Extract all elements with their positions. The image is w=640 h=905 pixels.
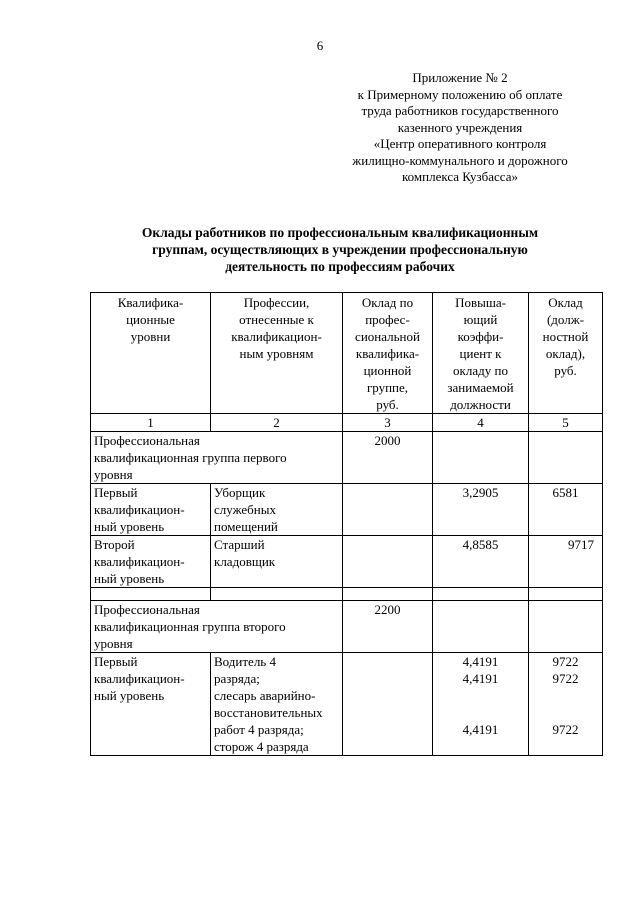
title-line: деятельность по профессиям рабочих [225, 259, 455, 274]
coefficient-cell: 4,4191 4,4191 4,4191 [433, 653, 529, 756]
profession-cell: Водитель 4 разряда; слесарь аварийно- восстановительных работ 4 разряда; сторож 4 разряда [211, 653, 343, 756]
profession-cell: Уборщик служебных помещений [211, 484, 343, 536]
header-qualification-levels: Квалифика- ционные уровни [91, 293, 211, 414]
group-name: Профессиональная квалификационная группа первого уровня [91, 432, 343, 484]
empty-cell [343, 484, 433, 536]
column-number: 2 [211, 414, 343, 432]
appendix-line: жилищно-коммунального и дорожного [352, 152, 568, 168]
level-cell: Первый квалификацион- ный уровень [91, 653, 211, 756]
spacer-cell [211, 588, 343, 601]
header-professions: Профессии, отнесенные к квалификацион- ным уровням [211, 293, 343, 414]
spacer-cell [343, 588, 433, 601]
spacer-cell [91, 588, 211, 601]
column-number: 3 [343, 414, 433, 432]
profession-cell: Старший кладовщик [211, 536, 343, 588]
document-title [60, 224, 620, 275]
level-cell: Первый квалификацион- ный уровень [91, 484, 211, 536]
appendix-line: «Центр оперативного контроля [373, 136, 547, 151]
level-cell: Второй квалификацион- ный уровень [91, 536, 211, 588]
coefficient-cell: 4,8585 [433, 536, 529, 588]
table-header-row [91, 293, 603, 414]
title-line: группам, осуществляющих в учреждении профессиональную [152, 242, 528, 257]
group-salary: 2200 [343, 601, 433, 653]
appendix-line: Приложение № 2 [412, 70, 508, 85]
empty-cell [433, 601, 529, 653]
appendix-line: к Примерному положению об оплате [357, 86, 563, 102]
empty-cell [433, 432, 529, 484]
spacer-cell [529, 588, 603, 601]
salary-cell: 9722 9722 9722 [529, 653, 603, 756]
empty-cell [529, 601, 603, 653]
salary-cell: 6581 [529, 484, 603, 536]
spacer-row [91, 588, 603, 601]
group-name: Профессиональная квалификационная группа второго уровня [91, 601, 343, 653]
appendix-line: казенного учреждения [397, 119, 523, 135]
column-number: 1 [91, 414, 211, 432]
salary-cell: 9717 [529, 536, 603, 588]
group-row [91, 601, 603, 653]
empty-cell [343, 536, 433, 588]
header-coefficient: Повыша- ющий коэффи- циент к окладу по занимаемой должности [433, 293, 529, 414]
empty-cell [529, 432, 603, 484]
appendix-line: труда работников государственного [361, 103, 559, 118]
table-row [91, 484, 603, 536]
header-group-salary: Оклад по профес- сиональной квалифика- ционной группе, руб. [343, 293, 433, 414]
header-salary: Оклад (долж- ностной оклад), руб. [529, 293, 603, 414]
coefficient-cell: 3,2905 [433, 484, 529, 536]
column-number: 5 [529, 414, 603, 432]
empty-cell [343, 653, 433, 756]
table-row [91, 536, 603, 588]
column-numbers-row [91, 414, 603, 432]
page-number: 6 [316, 38, 324, 53]
salary-table [90, 292, 603, 756]
title-line: Оклады работников по профессиональным квалификационным [141, 225, 539, 240]
group-salary: 2000 [343, 432, 433, 484]
column-number: 4 [433, 414, 529, 432]
spacer-cell [433, 588, 529, 601]
table-row [91, 653, 603, 756]
group-row [91, 432, 603, 484]
appendix-caption [330, 70, 590, 186]
appendix-line: комплекса Кузбасса» [402, 169, 518, 184]
